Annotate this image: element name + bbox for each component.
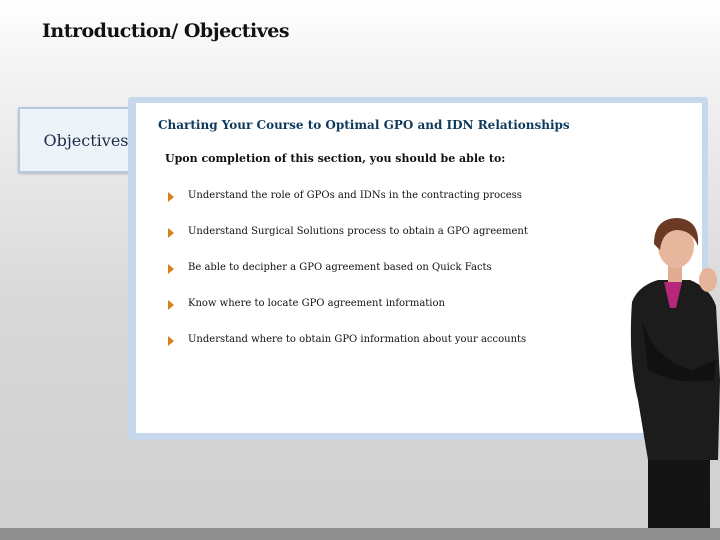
objectives-tab-label: Objectives bbox=[43, 130, 129, 150]
list-item bbox=[168, 334, 528, 370]
list-item-text: Be able to decipher a GPO agreement based on Quick Facts bbox=[188, 262, 492, 273]
arrow-bullet-icon bbox=[168, 336, 174, 346]
presenter-hand bbox=[699, 268, 717, 292]
list-item-text: Know where to locate GPO agreement information bbox=[188, 298, 445, 309]
bottom-bar bbox=[0, 528, 720, 540]
arrow-bullet-icon bbox=[168, 228, 174, 238]
list-item bbox=[168, 262, 528, 298]
list-item bbox=[168, 226, 528, 262]
list-item-text: Understand Surgical Solutions process to obtain a GPO agreement bbox=[188, 226, 528, 237]
arrow-bullet-icon bbox=[168, 192, 174, 202]
list-item bbox=[168, 298, 528, 334]
arrow-bullet-icon bbox=[168, 264, 174, 274]
arrow-bullet-icon bbox=[168, 300, 174, 310]
section-intro: Upon completion of this section, you should be able to: bbox=[165, 152, 506, 165]
slide-title: Introduction/ Objectives bbox=[42, 20, 290, 42]
list-item-text: Understand the role of GPOs and IDNs in the contracting process bbox=[188, 190, 522, 201]
presenter-photo bbox=[618, 210, 720, 528]
presenter-legs bbox=[648, 450, 710, 528]
objectives-list bbox=[168, 190, 528, 370]
list-item bbox=[168, 190, 528, 226]
list-item-text: Understand where to obtain GPO information about your accounts bbox=[188, 334, 527, 345]
section-heading: Charting Your Course to Optimal GPO and IDN Relationships bbox=[158, 118, 570, 132]
